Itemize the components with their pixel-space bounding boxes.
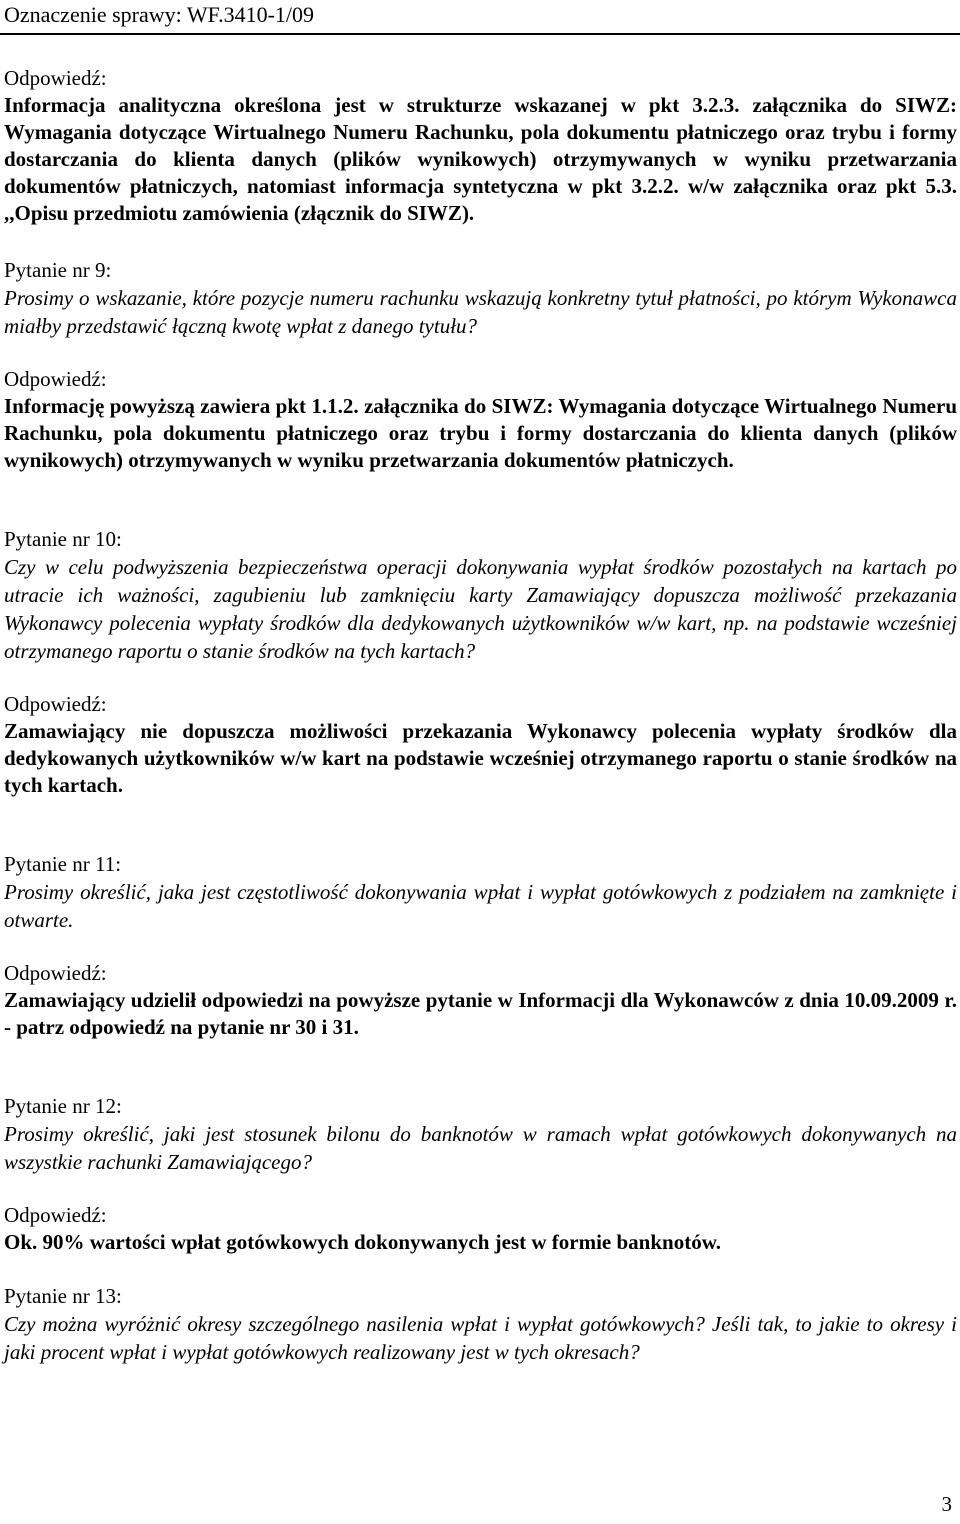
answer-label: Odpowiedź: xyxy=(4,367,107,391)
qa-block-11 xyxy=(4,851,957,1041)
question-text: Czy można wyróżnić okresy szczególnego nasilenia wpłat i wypłat gotówkowych? Jeśli tak, to jakie to okresy i jaki procent wpłat i wypłat gotówkowych realizowany jest w tych okresach? xyxy=(4,1312,957,1364)
question-text: Prosimy o wskazanie, które pozycje numeru rachunku wskazują konkretny tytuł płatności, po którym Wykonawca miałby przedstawić łączną kwotę wpłat z danego tytułu? xyxy=(4,286,957,338)
answer-label: Odpowiedź: xyxy=(4,961,107,985)
answer-label: Odpowiedź: xyxy=(4,692,107,716)
answer-text: Informacja analityczna określona jest w strukturze wskazanej w pkt 3.2.3. załącznika do SIWZ: Wymagania dotyczące Wirtualnego Numeru Rachunku, pola dokumentu płatniczego oraz trybu i formy dostarczania do klienta danych (plików wynikowych) otrzymywanych w wyniku przetwarzania dokumentów płatniczych, natomiast informacja syntetyczna w pkt 3.2.2. w/w załącznika oraz pkt 5.3. ,,Opisu przedmiotu zamówienia (złącznik do SIWZ). xyxy=(4,93,957,225)
question-label: Pytanie nr 10: xyxy=(4,527,122,551)
question-label: Pytanie nr 13: xyxy=(4,1284,122,1308)
question-label: Pytanie nr 12: xyxy=(4,1094,122,1118)
question-label: Pytanie nr 11: xyxy=(4,852,122,876)
case-reference: Oznaczenie sprawy: WF.3410-1/09 xyxy=(4,2,315,27)
qa-block-10 xyxy=(4,526,957,799)
question-text: Prosimy określić, jaka jest częstotliwość dokonywania wpłat i wypłat gotówkowych z podziałem na zamknięte i otwarte. xyxy=(4,880,957,932)
answer-text: Zamawiający udzielił odpowiedzi na powyższe pytanie w Informacji dla Wykonawców z dnia 10.09.2009 r. - patrz odpowiedź na pytanie nr 30 i 31. xyxy=(4,988,957,1039)
question-text: Czy w celu podwyższenia bezpieczeństwa operacji dokonywania wypłat środków pozostałych na kartach po utracie ich ważności, zagubieniu lub zamknięciu karty Zamawiający dopuszcza możliwość przekazania Wykonawcy polecenia wypłaty środków dla dedykowanych użytkowników w/w kart, np. na podstawie wcześniej otrzymanego raportu o stanie środków na tych kartach? xyxy=(4,555,957,663)
answer-text: Ok. 90% wartości wpłat gotówkowych dokonywanych jest w formie banknotów. xyxy=(4,1230,721,1254)
question-text: Prosimy określić, jaki jest stosunek bilonu do banknotów w ramach wpłat gotówkowych dokonywanych na wszystkie rachunki Zamawiającego? xyxy=(4,1122,957,1174)
qa-block-13 xyxy=(4,1283,957,1366)
answer-text: Zamawiający nie dopuszcza możliwości przekazania Wykonawcy polecenia wypłaty środków dla dedykowanych użytkowników w/w kart na podstawie wcześniej otrzymanego raportu o stanie środków na tych kartach. xyxy=(4,719,957,797)
document-body xyxy=(4,65,957,1366)
answer-label: Odpowiedź: xyxy=(4,66,107,90)
page-number: 3 xyxy=(941,1492,952,1516)
qa-block-9 xyxy=(4,257,957,474)
qa-block-0 xyxy=(4,65,957,227)
header-divider xyxy=(0,33,960,35)
answer-label: Odpowiedź: xyxy=(4,1203,107,1227)
answer-text: Informację powyższą zawiera pkt 1.1.2. załącznika do SIWZ: Wymagania dotyczące Wirtualnego Numeru Rachunku, pola dokumentu płatniczego oraz trybu i formy dostarczania do klienta danych (plików wynikowych) otrzymywanych w wyniku przetwarzania dokumentów płatniczych. xyxy=(4,394,957,472)
question-label: Pytanie nr 9: xyxy=(4,258,112,282)
qa-block-12 xyxy=(4,1093,957,1256)
